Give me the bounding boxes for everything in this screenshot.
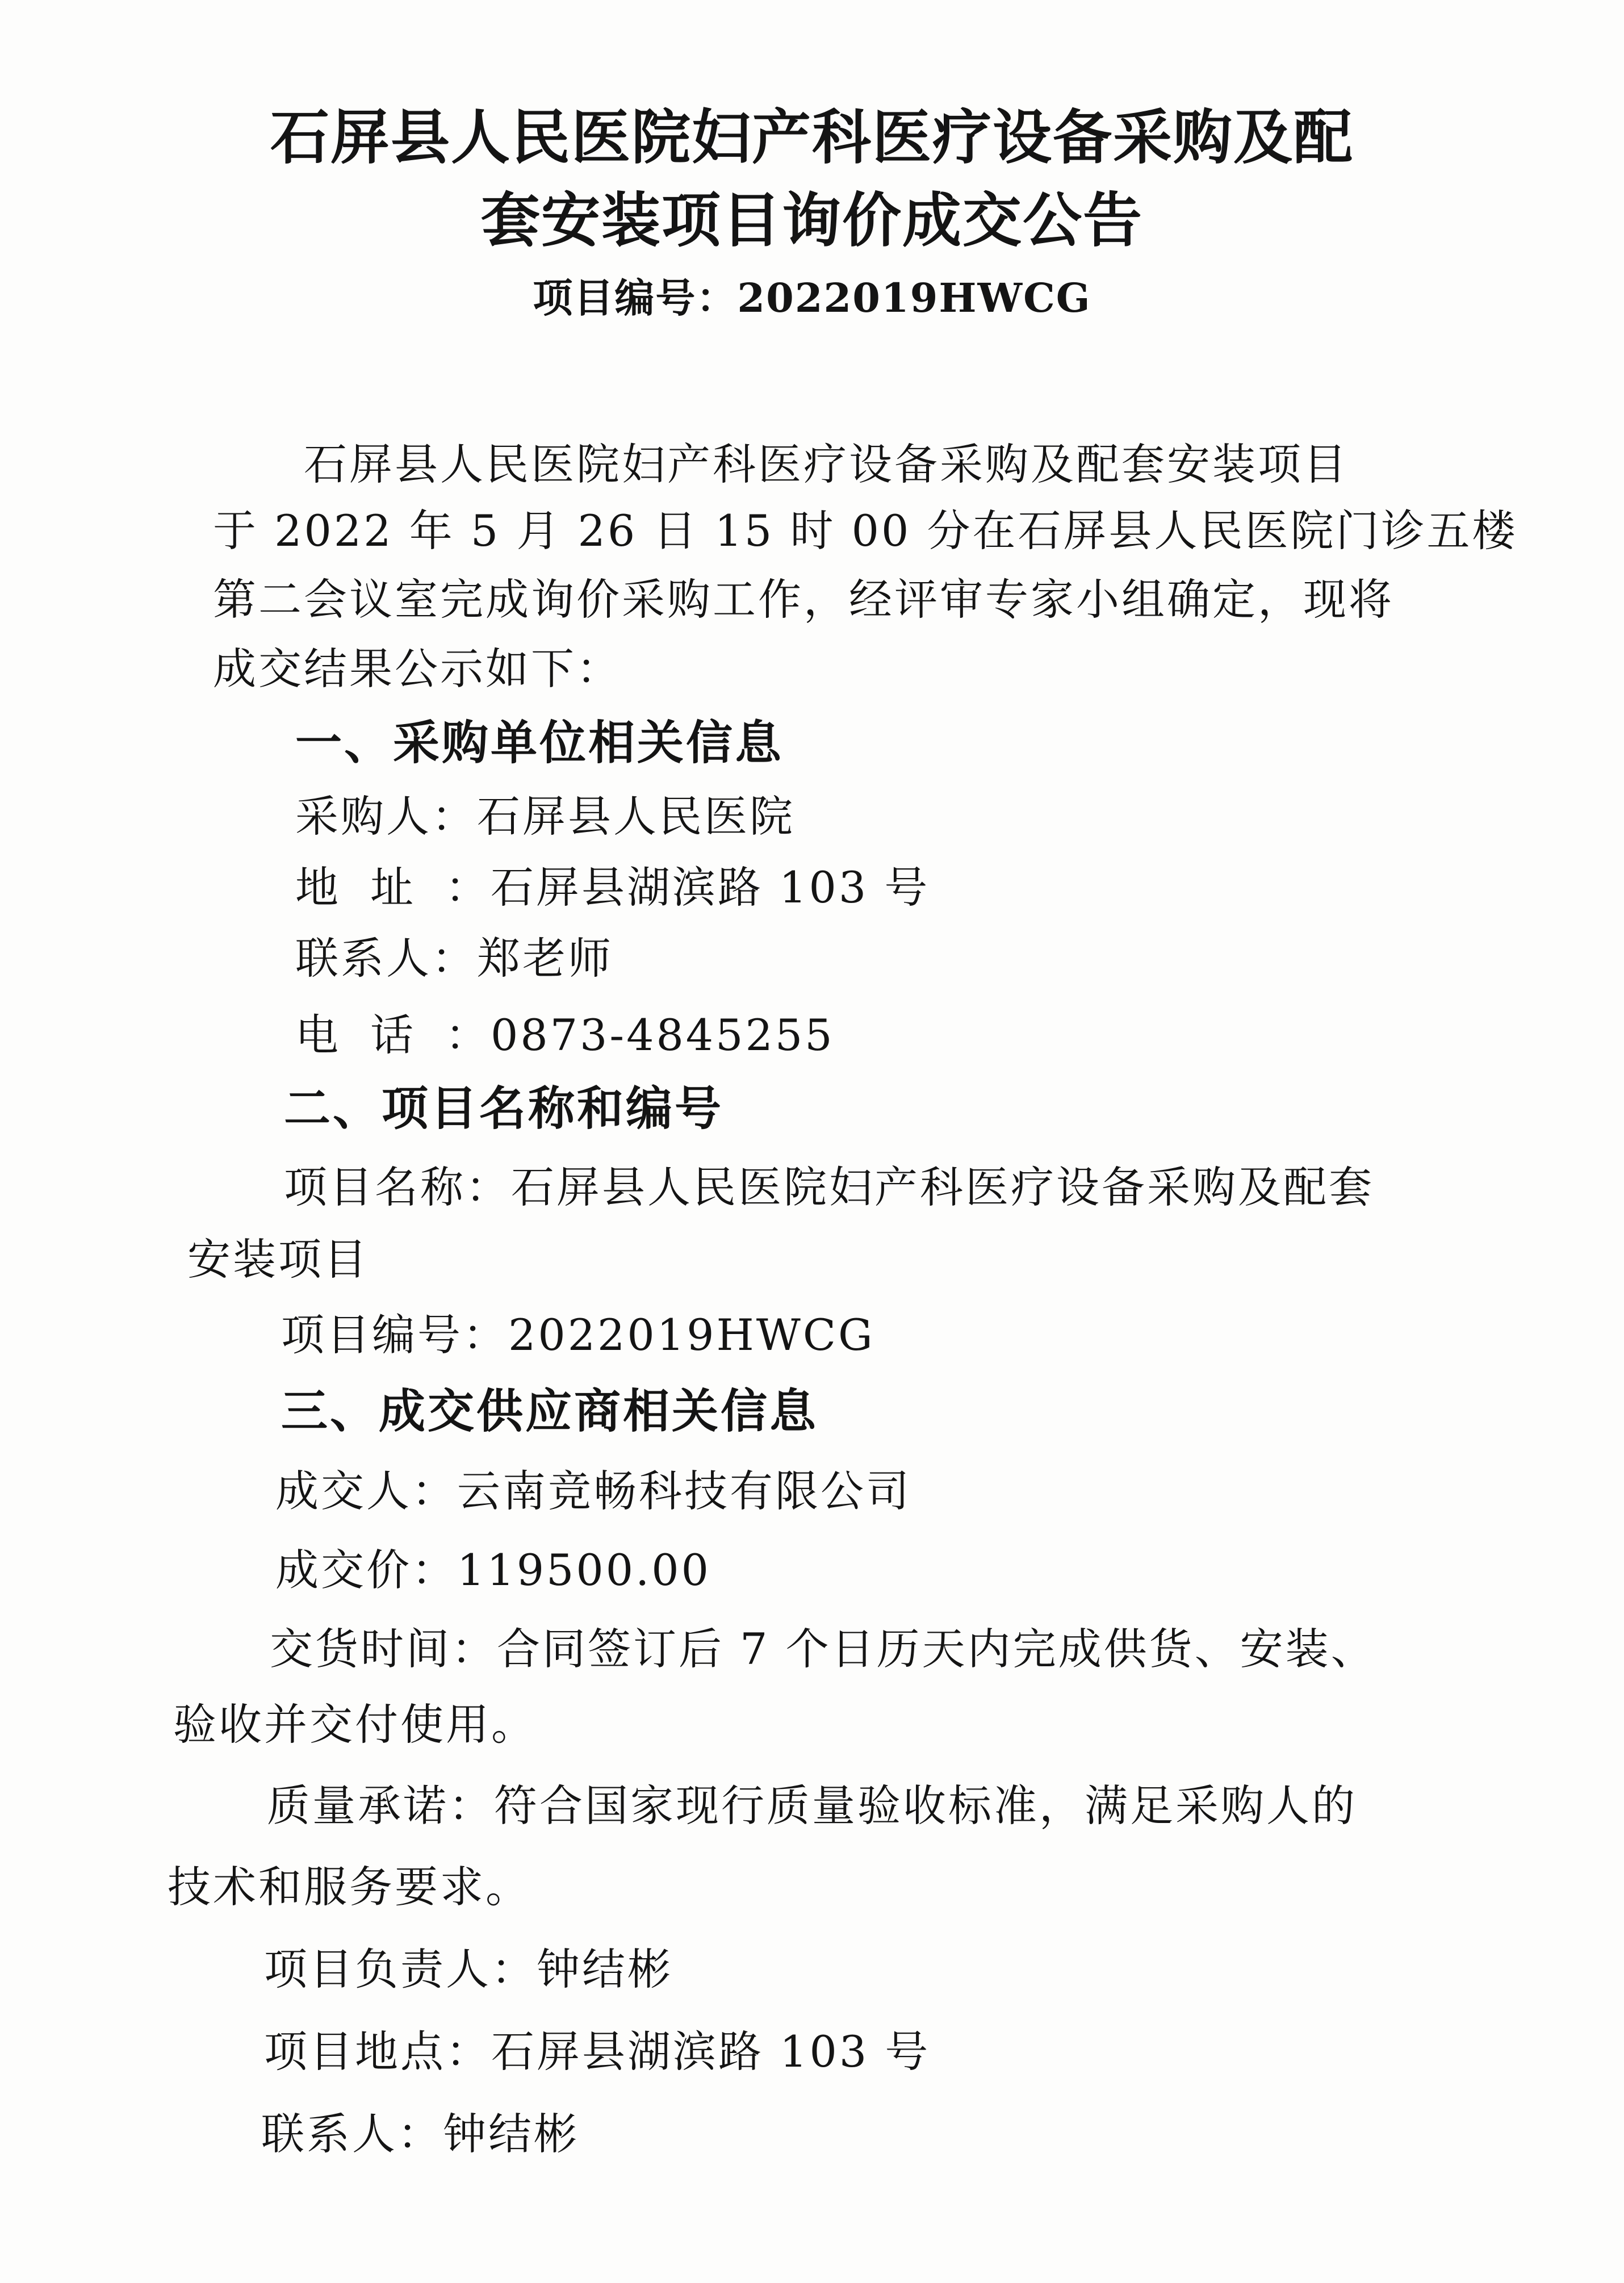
section-1-heading: 一、采购单位相关信息 xyxy=(295,716,784,770)
document-title-line-2: 套安装项目询价成交公告 xyxy=(480,186,1143,255)
intro-line-1: 石屏县人民医院妇产科医疗设备采购及配套安装项目 xyxy=(304,439,1349,490)
section-2-heading: 二、项目名称和编号 xyxy=(284,1082,724,1136)
address-value: ：石屏县湖滨路 103 号 xyxy=(445,862,930,913)
document-title-line-1: 石屏县人民医院妇产科医疗设备采购及配 xyxy=(270,103,1354,172)
phone-line xyxy=(295,1010,835,1060)
manager-line: 项目负责人：钟结彬 xyxy=(264,1944,673,1995)
winner-line: 成交人：云南竞畅科技有限公司 xyxy=(275,1466,911,1516)
intro-line-3: 第二会议室完成询价采购工作，经评审专家小组确定，现将 xyxy=(213,574,1394,625)
price-line: 成交价：119500.00 xyxy=(275,1545,711,1595)
contact-line: 联系人：郑老师 xyxy=(295,933,613,984)
purchaser-line: 采购人：石屏县人民医院 xyxy=(295,791,795,842)
address-line xyxy=(295,862,930,913)
intro-line-4: 成交结果公示如下： xyxy=(213,643,622,694)
section-3-heading: 三、成交供应商相关信息 xyxy=(281,1385,819,1439)
location-line: 项目地点：石屏县湖滨路 103 号 xyxy=(264,2026,931,2077)
project-name-line-2: 安装项目 xyxy=(187,1234,369,1285)
phone-value: ：0873-4845255 xyxy=(445,1010,835,1060)
project-name-line-1: 项目名称：石屏县人民医院妇产科医疗设备采购及配套 xyxy=(284,1162,1374,1212)
intro-line-2: 于 2022 年 5 月 26 日 15 时 00 分在石屏县人民医院门诊五楼 xyxy=(213,505,1518,556)
address-label: 地 址 xyxy=(295,862,413,913)
project-number-header: 项目编号：2022019HWCG xyxy=(533,274,1091,321)
project-number-line: 项目编号：2022019HWCG xyxy=(281,1310,875,1360)
phone-label: 电 话 xyxy=(295,1010,413,1060)
supplier-contact-line: 联系人：钟结彬 xyxy=(261,2109,579,2159)
quality-line-2: 技术和服务要求。 xyxy=(168,1862,531,1912)
delivery-line-2: 验收并交付使用。 xyxy=(173,1699,537,1750)
quality-line-1: 质量承诺：符合国家现行质量验收标准，满足采购人的 xyxy=(267,1780,1357,1831)
delivery-line-1: 交货时间：合同签订后 7 个日历天内完成供货、安装、 xyxy=(270,1624,1376,1674)
